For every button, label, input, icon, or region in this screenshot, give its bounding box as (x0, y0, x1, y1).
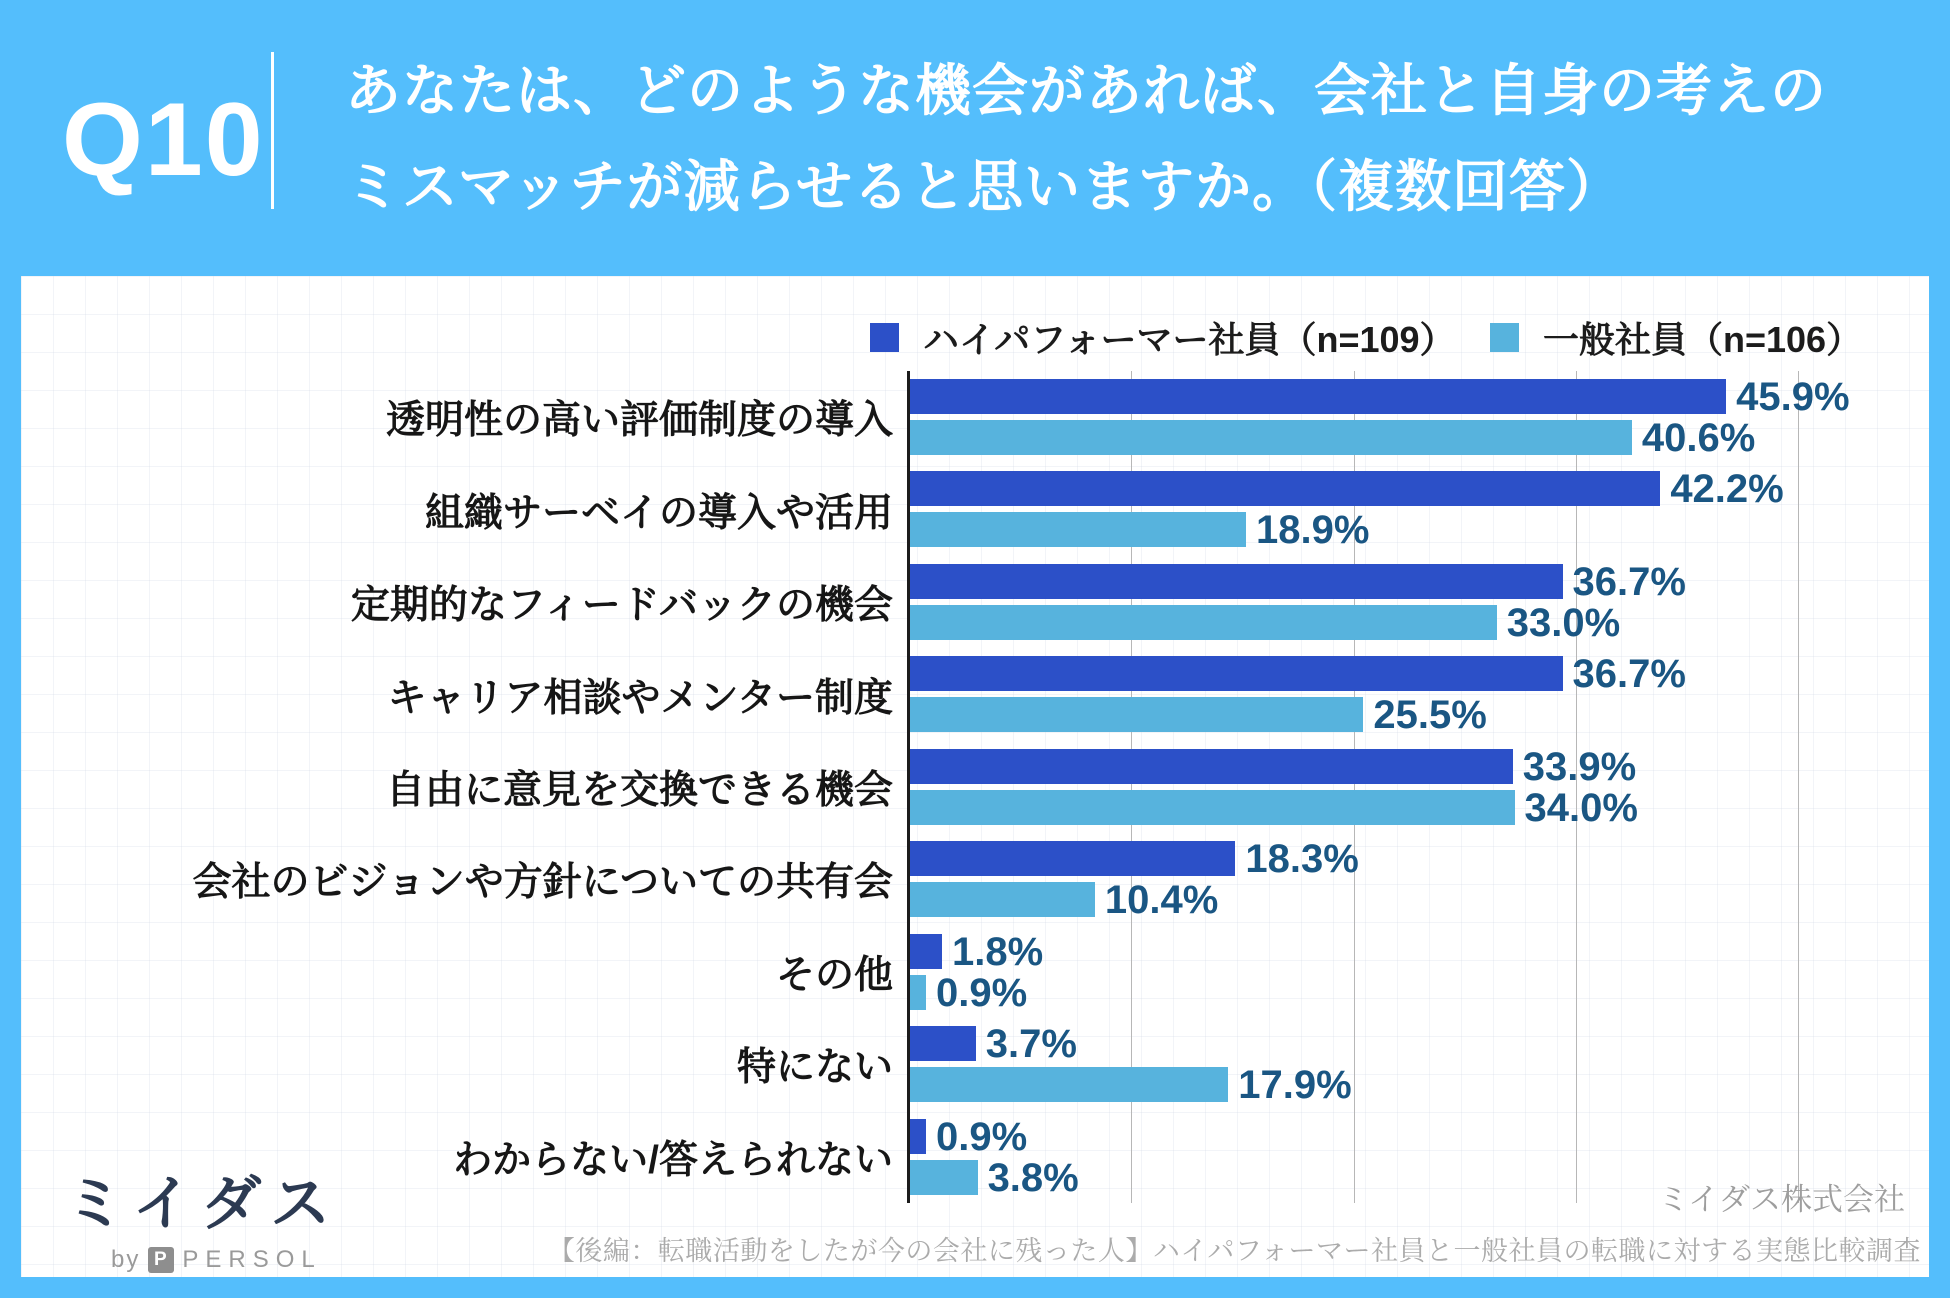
survey-caption: 【後編：転職活動をしたが今の会社に残った人】ハイパフォーマー社員と一般社員の転職に対する実態比較調査 (547, 1236, 1921, 1266)
value-label: 10.4% (1104, 878, 1219, 923)
category-label: 自由に意見を交換できる機会 (385, 768, 893, 812)
value-label: 0.9% (936, 970, 1028, 1015)
persol-p-icon: P (148, 1247, 174, 1273)
value-label: 18.3% (1245, 837, 1359, 882)
bar-high-performer (910, 934, 942, 969)
legend-swatch-general (1490, 323, 1519, 352)
value-label: 36.7% (1572, 652, 1686, 697)
chart-row (909, 833, 1921, 925)
value-label: 33.0% (1506, 600, 1621, 645)
bar-general (910, 1067, 1228, 1102)
value-label: 18.9% (1256, 508, 1370, 553)
chart-card (21, 276, 1929, 1277)
category-label: 透明性の高い評価制度の導入 (385, 399, 893, 443)
legend-item-high-performer (870, 312, 1456, 363)
category-label: その他 (775, 953, 893, 997)
legend-item-general (1490, 312, 1862, 363)
value-label: 36.7% (1572, 559, 1686, 604)
bar-high-performer (910, 379, 1726, 414)
chart-row (909, 1018, 1921, 1110)
value-label: 3.8% (987, 1155, 1079, 1200)
value-label: 25.5% (1373, 693, 1487, 738)
bar-general (910, 420, 1632, 455)
question-title-line1: あなたは、どのような機会があれば、会社と自身の考えの (345, 59, 1827, 122)
bar-high-performer (910, 471, 1660, 506)
category-label: 特にない (736, 1046, 893, 1090)
bar-high-performer (910, 841, 1235, 876)
persol-brand-text: PERSOL (182, 1246, 322, 1273)
chart-row (909, 463, 1921, 555)
header-divider (271, 52, 274, 209)
value-label: 33.9% (1522, 744, 1637, 789)
bar-general (910, 882, 1095, 917)
value-label: 42.2% (1670, 467, 1784, 512)
chart-legend (21, 276, 1929, 360)
bar-high-performer (910, 564, 1563, 599)
chart-row (909, 556, 1921, 648)
bar-general (910, 697, 1363, 732)
question-title (345, 43, 1827, 235)
bar-high-performer (910, 1026, 976, 1061)
bar-general (910, 1160, 978, 1195)
persol-logo-line (111, 1246, 339, 1274)
value-label: 1.8% (952, 929, 1044, 974)
logo-by-text: by (111, 1246, 141, 1273)
company-name: ミイダス株式会社 (1657, 1182, 1905, 1217)
miidas-logo (65, 1170, 340, 1274)
bar-high-performer (910, 749, 1513, 784)
bar-general (910, 605, 1497, 640)
chart-row (909, 371, 1921, 463)
legend-label-high-performer: ハイパフォーマー社員（n=109） (923, 319, 1456, 360)
legend-label-general: 一般社員（n=106） (1543, 319, 1863, 360)
category-label: 会社のビジョンや方針についての共有会 (192, 861, 893, 905)
bar-high-performer (910, 656, 1563, 691)
value-label: 17.9% (1238, 1063, 1352, 1108)
question-title-line2: ミスマッチが減らせると思いますか。（複数回答） (345, 155, 1623, 218)
bar-general (910, 975, 926, 1010)
value-label: 45.9% (1736, 375, 1850, 419)
value-label: 34.0% (1524, 785, 1638, 830)
category-labels (41, 371, 893, 1203)
question-header (0, 0, 1950, 276)
bar-general (910, 790, 1515, 825)
category-label: キャリア相談やメンター制度 (387, 676, 893, 720)
question-number: Q10 (62, 82, 265, 198)
value-label: 3.7% (985, 1022, 1077, 1067)
bar-chart-plot (909, 371, 1921, 1203)
value-label: 40.6% (1641, 416, 1756, 460)
bar-general (910, 512, 1246, 547)
legend-swatch-high-performer (870, 323, 899, 352)
category-label: わからない/答えられない (453, 1138, 893, 1182)
chart-row (909, 741, 1921, 833)
category-label: 定期的なフィードバックの機会 (350, 584, 893, 628)
miidas-logo-text: ミイダス (65, 1170, 340, 1237)
value-label: 0.9% (936, 1114, 1028, 1159)
chart-row (909, 926, 1921, 1018)
chart-row (909, 648, 1921, 740)
bar-high-performer (910, 1119, 926, 1154)
category-label: 組織サーベイの導入や活用 (424, 491, 893, 535)
